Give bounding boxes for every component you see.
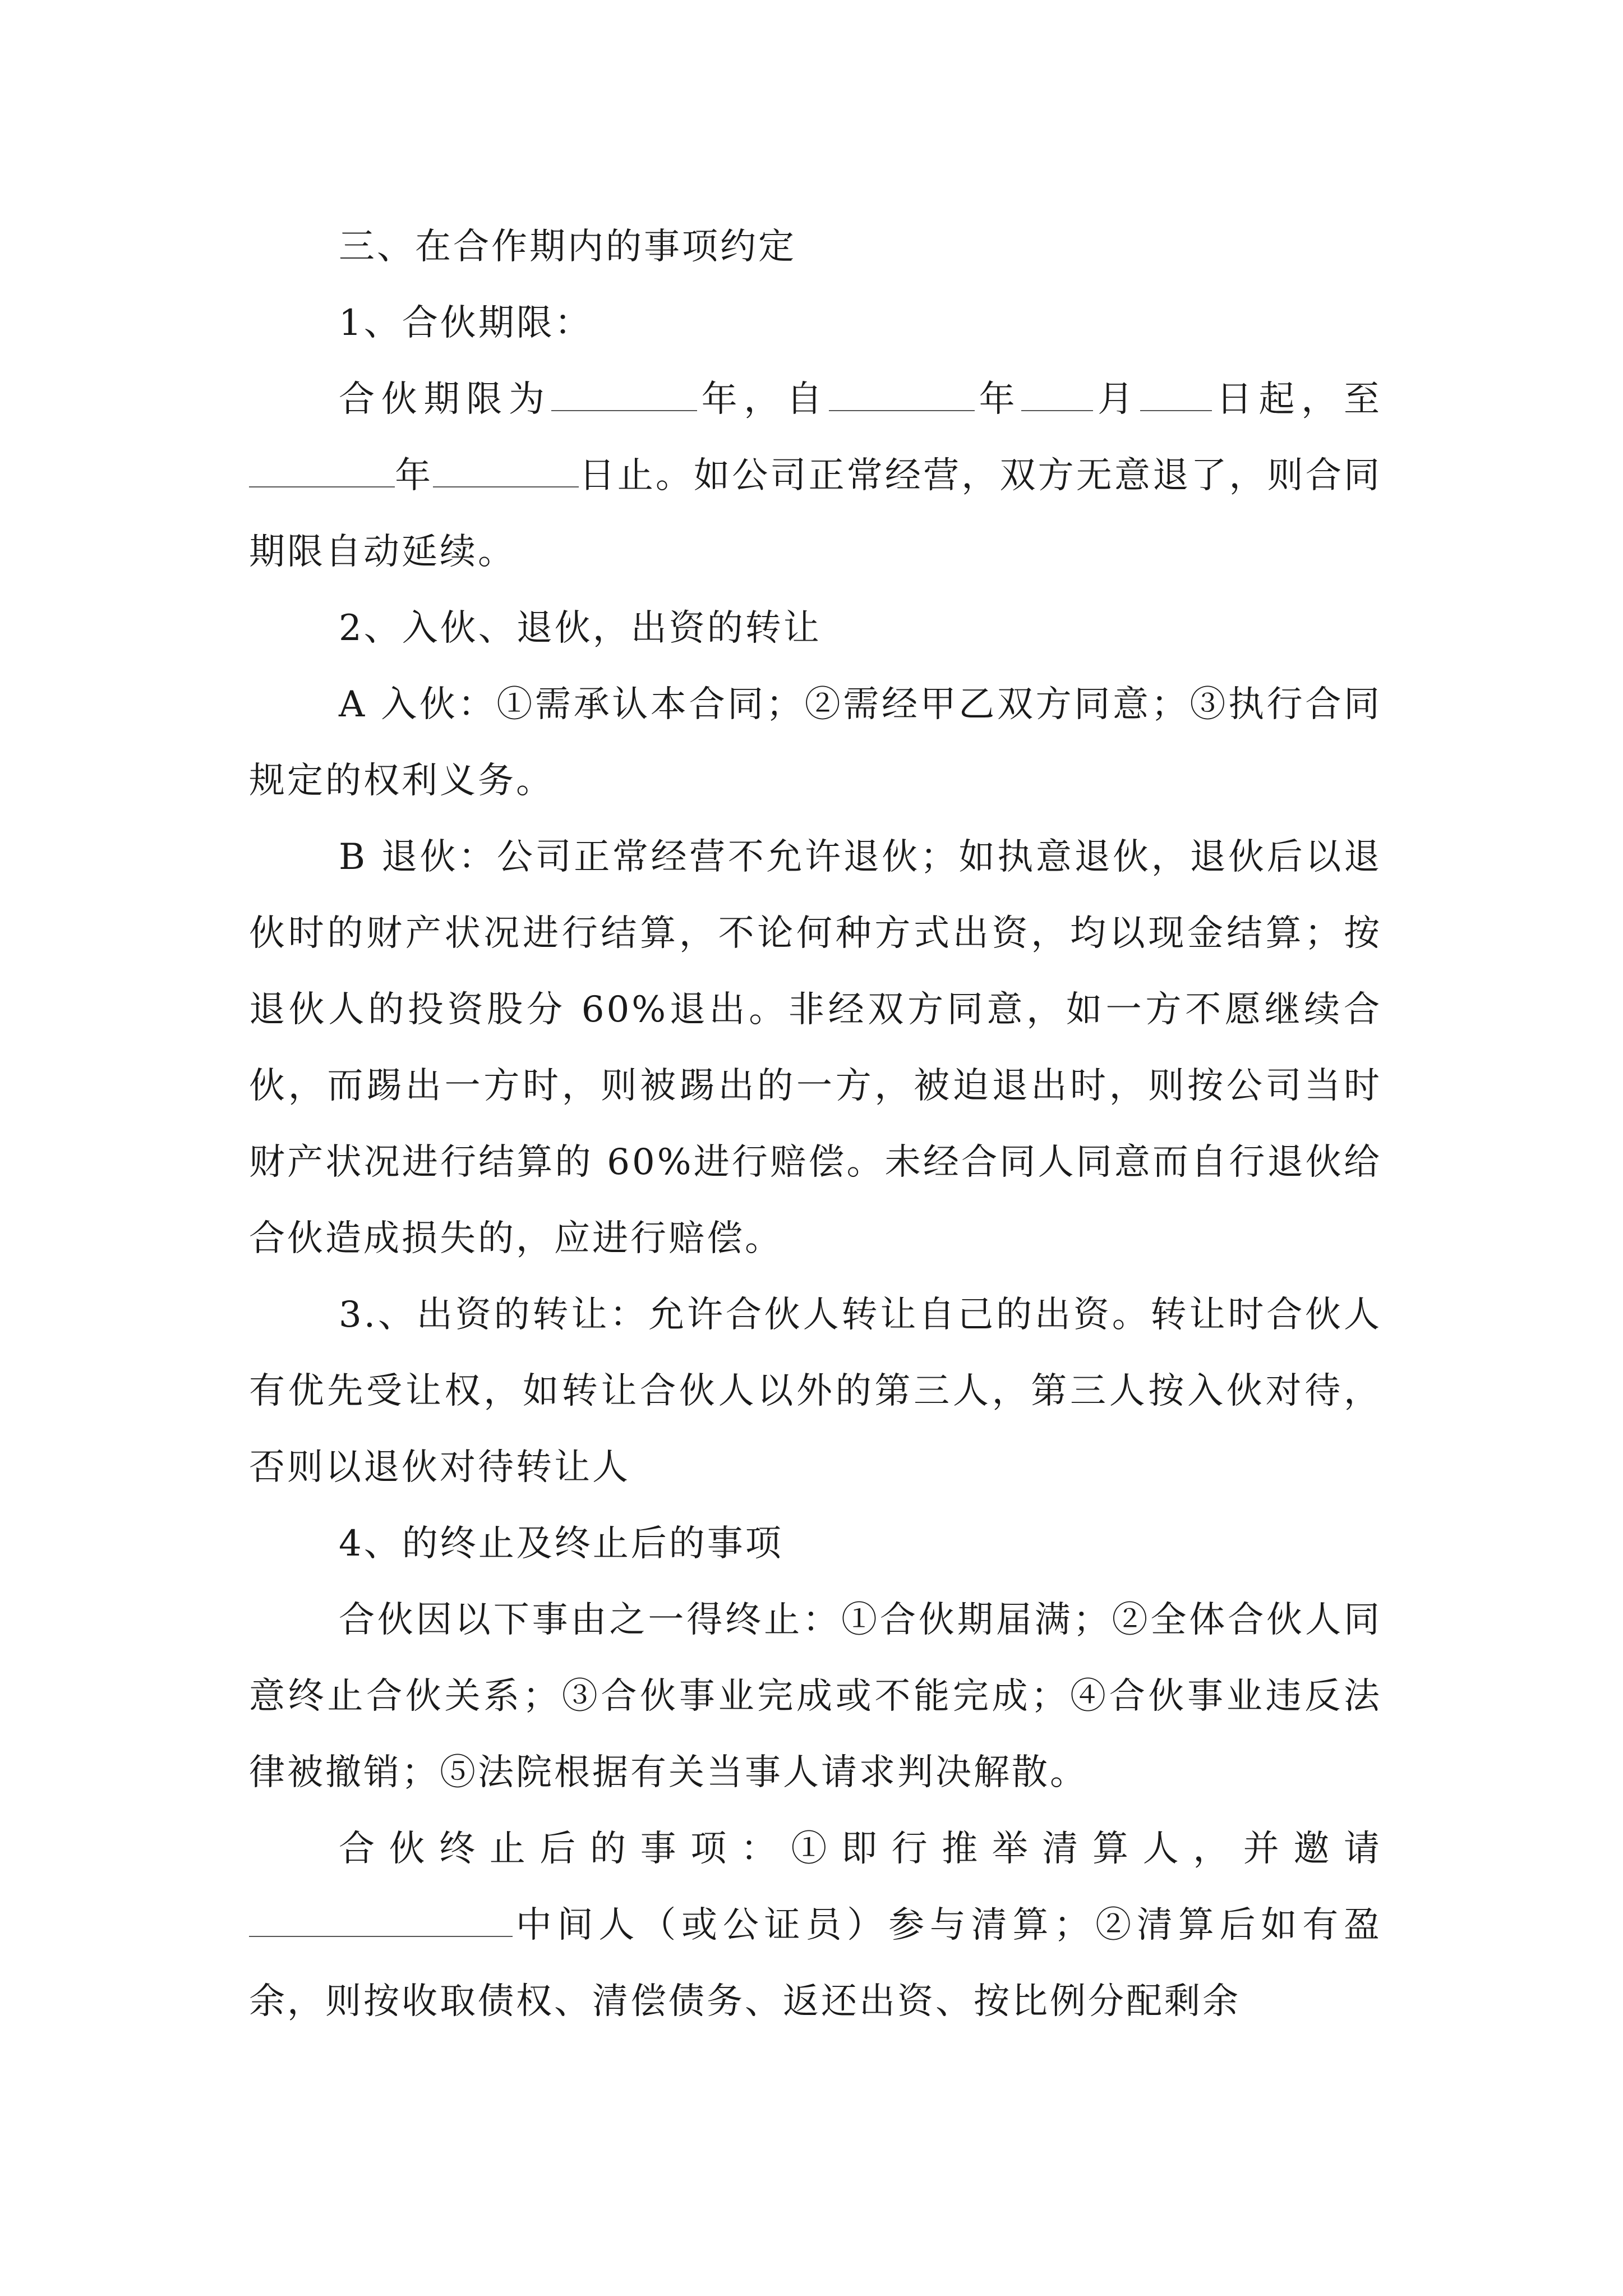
start-year-blank[interactable] — [829, 376, 975, 411]
post-termination-line-1: 合伙终止后的事项：①即行推举清算人，并邀请 — [339, 1828, 1382, 1870]
post-termination-text: 中间人（或公证员）参与清算；②清算后如有盈余，则按收取债权、清偿债务、返还出资、按比例分配剩余 — [249, 1904, 1382, 2022]
start-day-blank[interactable] — [1140, 376, 1212, 411]
term-text-6: 年 — [395, 455, 434, 496]
term-text-7: 日止。如公司正常经营，双方无意退了，则合同期限自动延续。 — [249, 455, 1382, 573]
capital-transfer-paragraph: 3.、出资的转让：允许合伙人转让自己的出资。转让时合伙人有优先受让权，如转让合伙人以外的第三人，第三人按入伙对待，否则以退伙对待转让人 — [249, 1294, 1382, 1488]
section-1-title: 1、合伙期限： — [339, 302, 593, 344]
section-heading: 三、在合作期内的事项约定 — [339, 226, 796, 268]
term-text-4: 月 — [1093, 379, 1140, 420]
withdrawal-paragraph: B 退伙：公司正常经营不允许退伙；如执意退伙，退伙后以退伙时的财产状况进行结算，不论何种方式出资，均以现金结算；按退伙人的投资股分 60%退出。非经双方同意，如一方不愿继续合伙，而踢出一方时，则被踢出的一方，被迫退出时，则按公司当时财产状况进行结算的 60%进行赔偿。未经合同人同意而自行退伙给合伙造成损失的，应进行赔偿。 — [249, 836, 1382, 1259]
section-2-title: 2、入伙、退伙，出资的转让 — [339, 608, 822, 649]
end-date-blank[interactable] — [433, 453, 579, 487]
end-year-blank[interactable] — [249, 453, 395, 487]
admission-paragraph: A 入伙：①需承认本合同；②需经甲乙双方同意；③执行合同规定的权利义务。 — [249, 684, 1382, 802]
term-text-5: 日起，至 — [1211, 379, 1382, 420]
post-termination-paragraph — [249, 1887, 1382, 2040]
start-month-blank[interactable] — [1021, 376, 1093, 411]
intermediary-blank[interactable] — [249, 1902, 513, 1937]
term-text-2: 年，自 — [697, 379, 829, 420]
section-4-title: 4、的终止及终止后的事项 — [339, 1523, 783, 1565]
document-body — [249, 209, 1382, 2040]
term-years-blank[interactable] — [551, 376, 697, 411]
partnership-term-paragraph — [249, 361, 1382, 590]
term-text-1: 合伙期限为 — [339, 379, 551, 420]
term-text-3: 年 — [974, 379, 1022, 420]
termination-paragraph: 合伙因以下事由之一得终止：①合伙期届满；②全体合伙人同意终止合伙关系；③合伙事业完成或不能完成；④合伙事业违反法律被撤销；⑤法院根据有关当事人请求判决解散。 — [249, 1599, 1382, 1793]
